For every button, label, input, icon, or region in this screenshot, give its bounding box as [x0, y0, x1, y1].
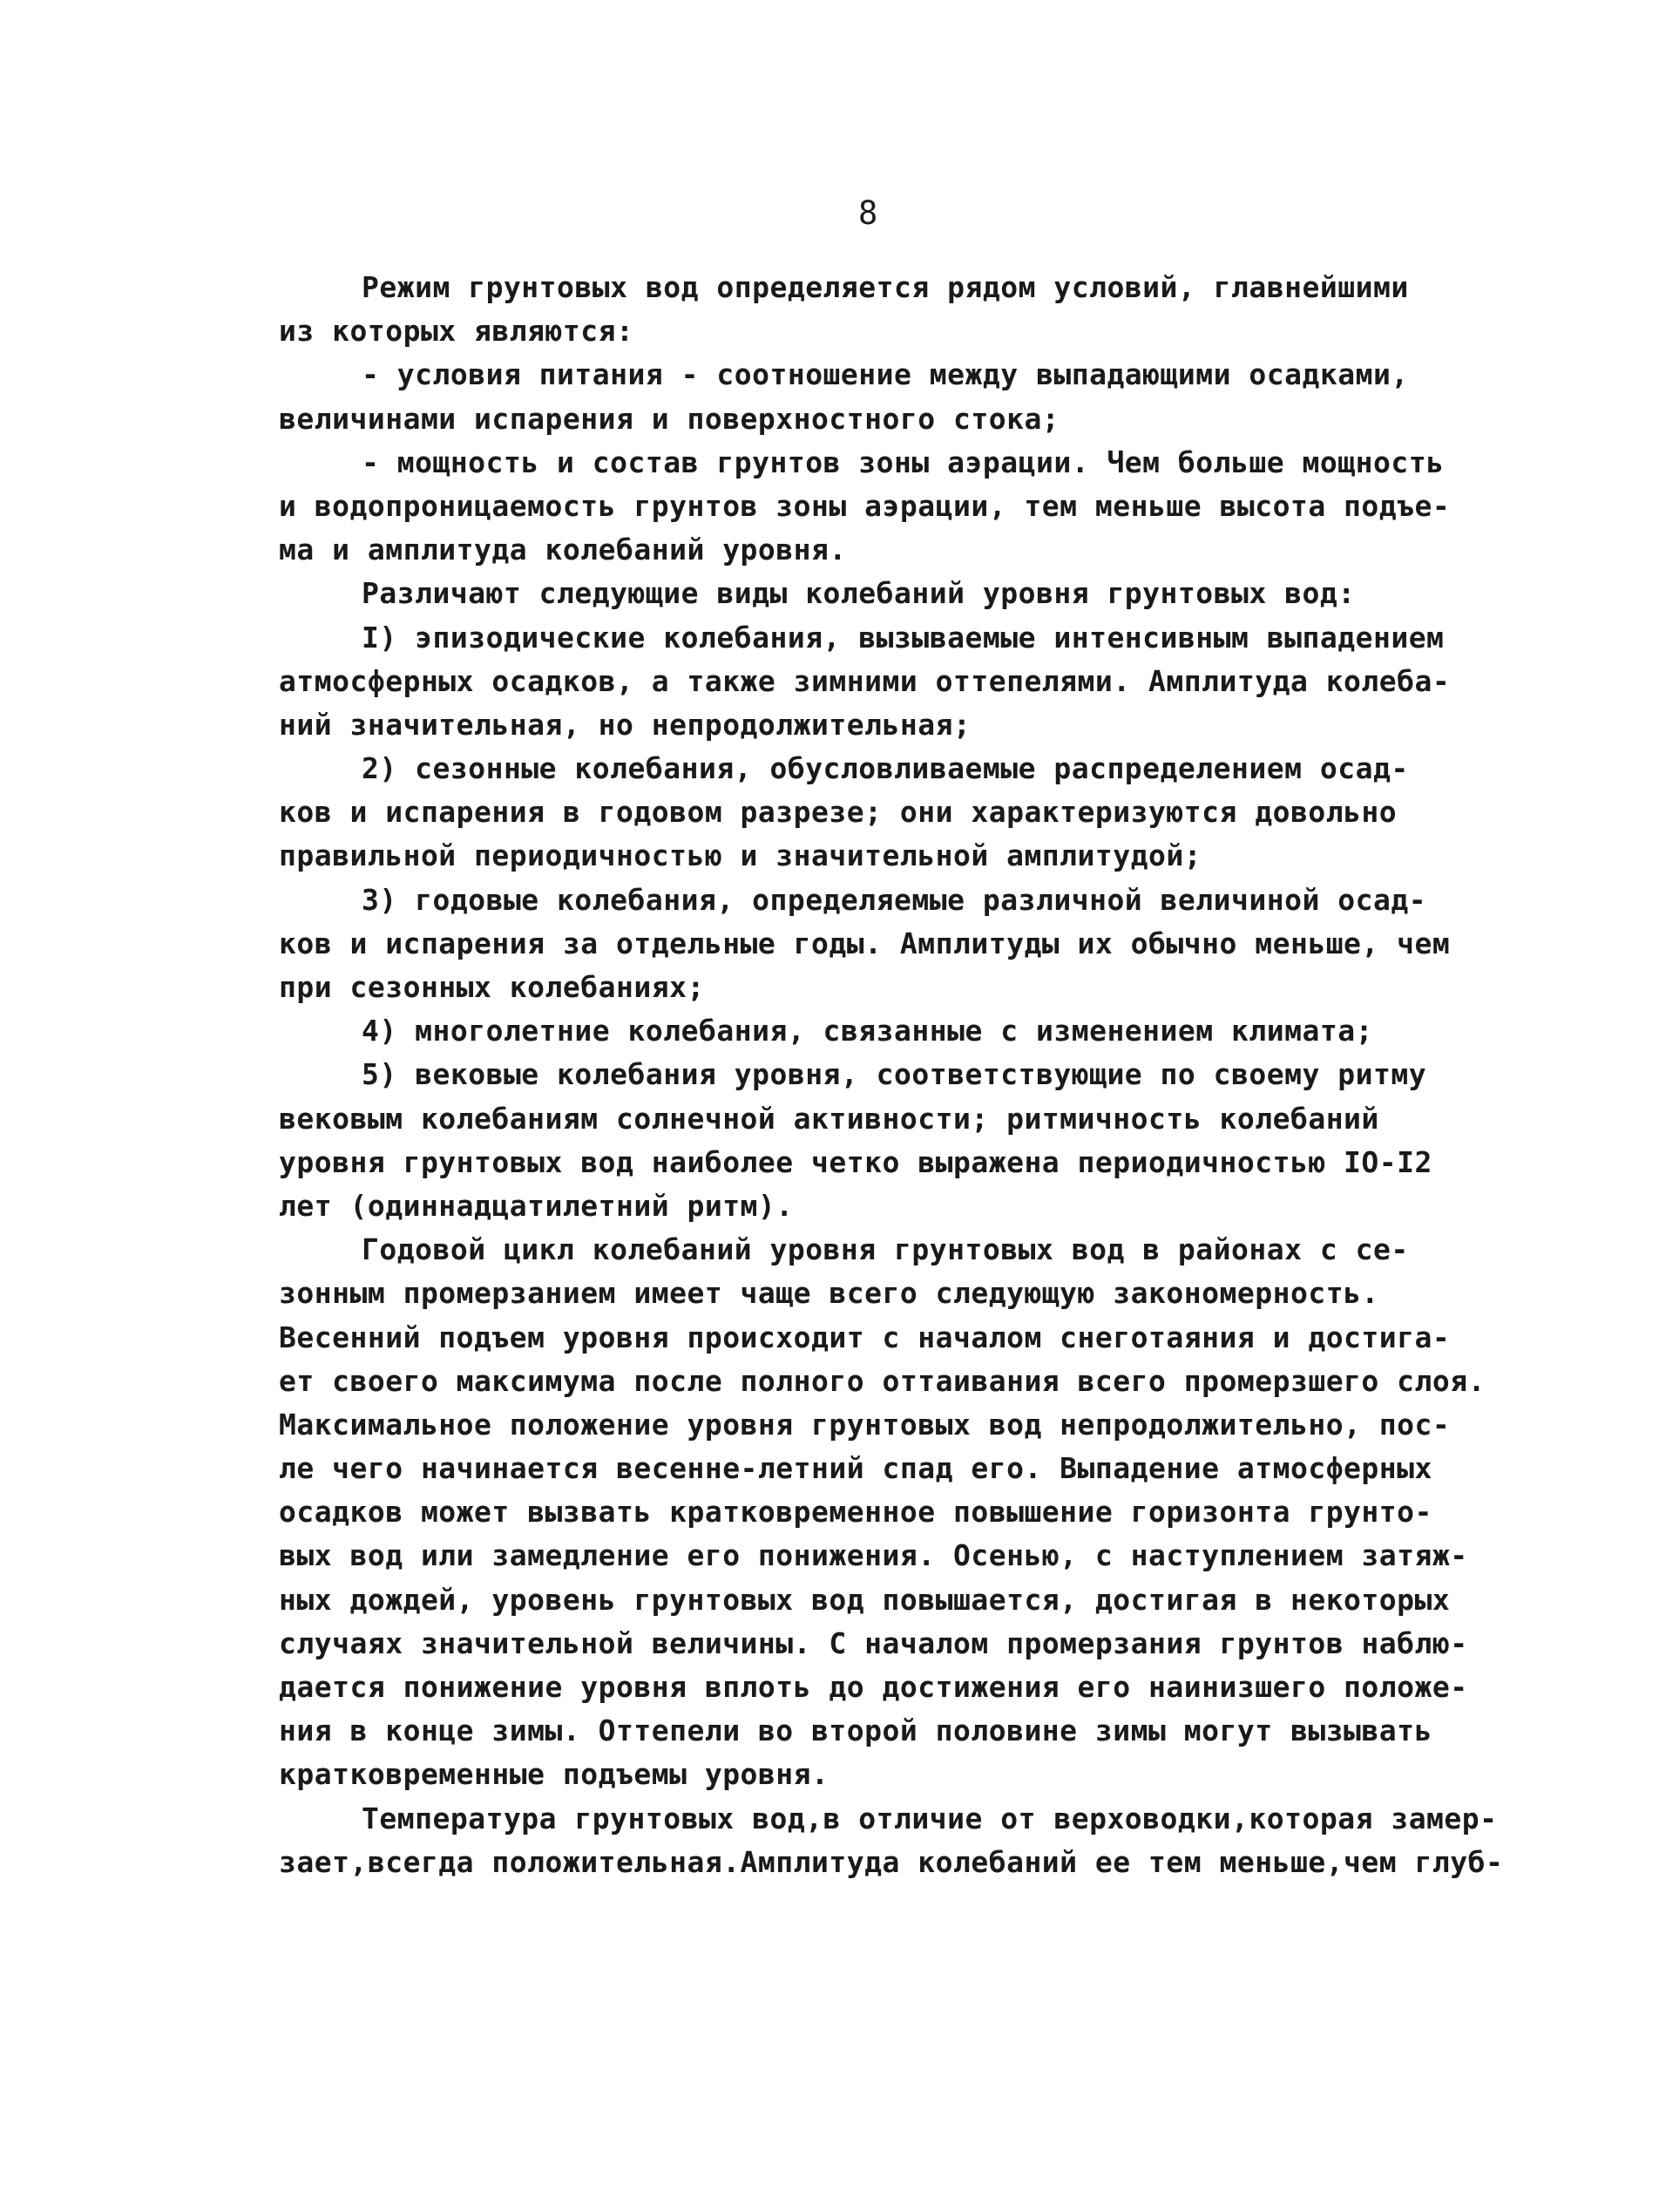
text-line: I) эпизодические колебания, вызываемые интенсивным выпадением — [362, 620, 1445, 655]
text-line: зонным промерзанием имеет чаще всего следующую закономерность. — [279, 1276, 1379, 1311]
text-line: правильной периодичностью и значительной амплитудой; — [279, 838, 1202, 873]
text-line: вековым колебаниям солнечной активности; ритмичность колебаний — [279, 1101, 1379, 1136]
text-line: вых вод или замедление его понижения. Осенью, с наступлением затяж- — [279, 1538, 1468, 1573]
text-line: ков и испарения в годовом разрезе; они характеризуются довольно — [279, 795, 1398, 830]
text-line: и водопроницаемость грунтов зоны аэрации, тем меньше высота подъе- — [279, 488, 1451, 523]
text-line: атмосферных осадков, а также зимними оттепелями. Амплитуда колеба- — [279, 663, 1451, 698]
body-text — [279, 266, 1516, 1884]
page-number: 8 — [858, 194, 878, 232]
text-line: величинами испарения и поверхностного стока; — [279, 401, 1060, 436]
text-line: из которых являются: — [279, 314, 634, 349]
text-line: ет своего максимума после полного оттаивания всего промерзшего слоя. — [279, 1363, 1486, 1398]
text-line: 4) многолетние колебания, связанные с изменением климата; — [362, 1014, 1373, 1048]
text-line: осадков может вызвать кратковременное повышение горизонта грунто- — [279, 1495, 1432, 1530]
text-line: дается понижение уровня вплоть до достижения его наинизшего положе- — [279, 1670, 1468, 1704]
text-line: - мощность и состав грунтов зоны аэрации. Чем больше мощность — [362, 444, 1445, 479]
text-line: 5) вековые колебания уровня, соответствующие по своему ритму — [362, 1057, 1427, 1092]
text-line: кратковременные подъемы уровня. — [279, 1757, 830, 1792]
text-line: случаях значительной величины. С началом промерзания грунтов наблю- — [279, 1625, 1468, 1660]
text-line: - условия питания - соотношение между выпадающими осадками, — [362, 357, 1409, 392]
text-line: ных дождей, уровень грунтовых вод повышается, достигая в некоторых — [279, 1582, 1451, 1617]
text-line: лет (одиннадцатилетний ритм). — [279, 1188, 794, 1223]
text-line: ле чего начинается весенне-летний спад его. Выпадение атмосферных — [279, 1451, 1432, 1486]
text-line: Весенний подъем уровня происходит с началом снеготаяния и достига- — [279, 1320, 1451, 1354]
text-line: Годовой цикл колебаний уровня грунтовых вод в районах с се- — [362, 1232, 1409, 1267]
text-line: уровня грунтовых вод наиболее четко выражена периодичностью IO-I2 — [279, 1144, 1432, 1179]
text-line: ний значительная, но непродолжительная; — [279, 707, 972, 742]
text-line: Температура грунтовых вод,в отличие от верховодки,которая замер- — [362, 1801, 1498, 1835]
text-line: ния в конце зимы. Оттепели во второй половине зимы могут вызывать — [279, 1713, 1432, 1748]
text-line: 3) годовые колебания, определяемые различной величиной осад- — [362, 882, 1427, 917]
text-line: Режим грунтовых вод определяется рядом условий, главнейшими — [362, 270, 1409, 304]
text-line: 2) сезонные колебания, обусловливаемые распределением осад- — [362, 751, 1409, 786]
text-line: ков и испарения за отдельные годы. Амплитуды их обычно меньше, чем — [279, 926, 1451, 960]
text-line: Различают следующие виды колебаний уровня грунтовых вод: — [362, 576, 1356, 611]
text-line: ма и амплитуда колебаний уровня. — [279, 533, 847, 567]
text-line: зает,всегда положительная.Амплитуда колебаний ее тем меньше,чем глуб- — [279, 1844, 1504, 1879]
text-line: Максимальное положение уровня грунтовых вод непродолжительно, пос- — [279, 1407, 1451, 1442]
text-line: при сезонных колебаниях; — [279, 970, 705, 1004]
